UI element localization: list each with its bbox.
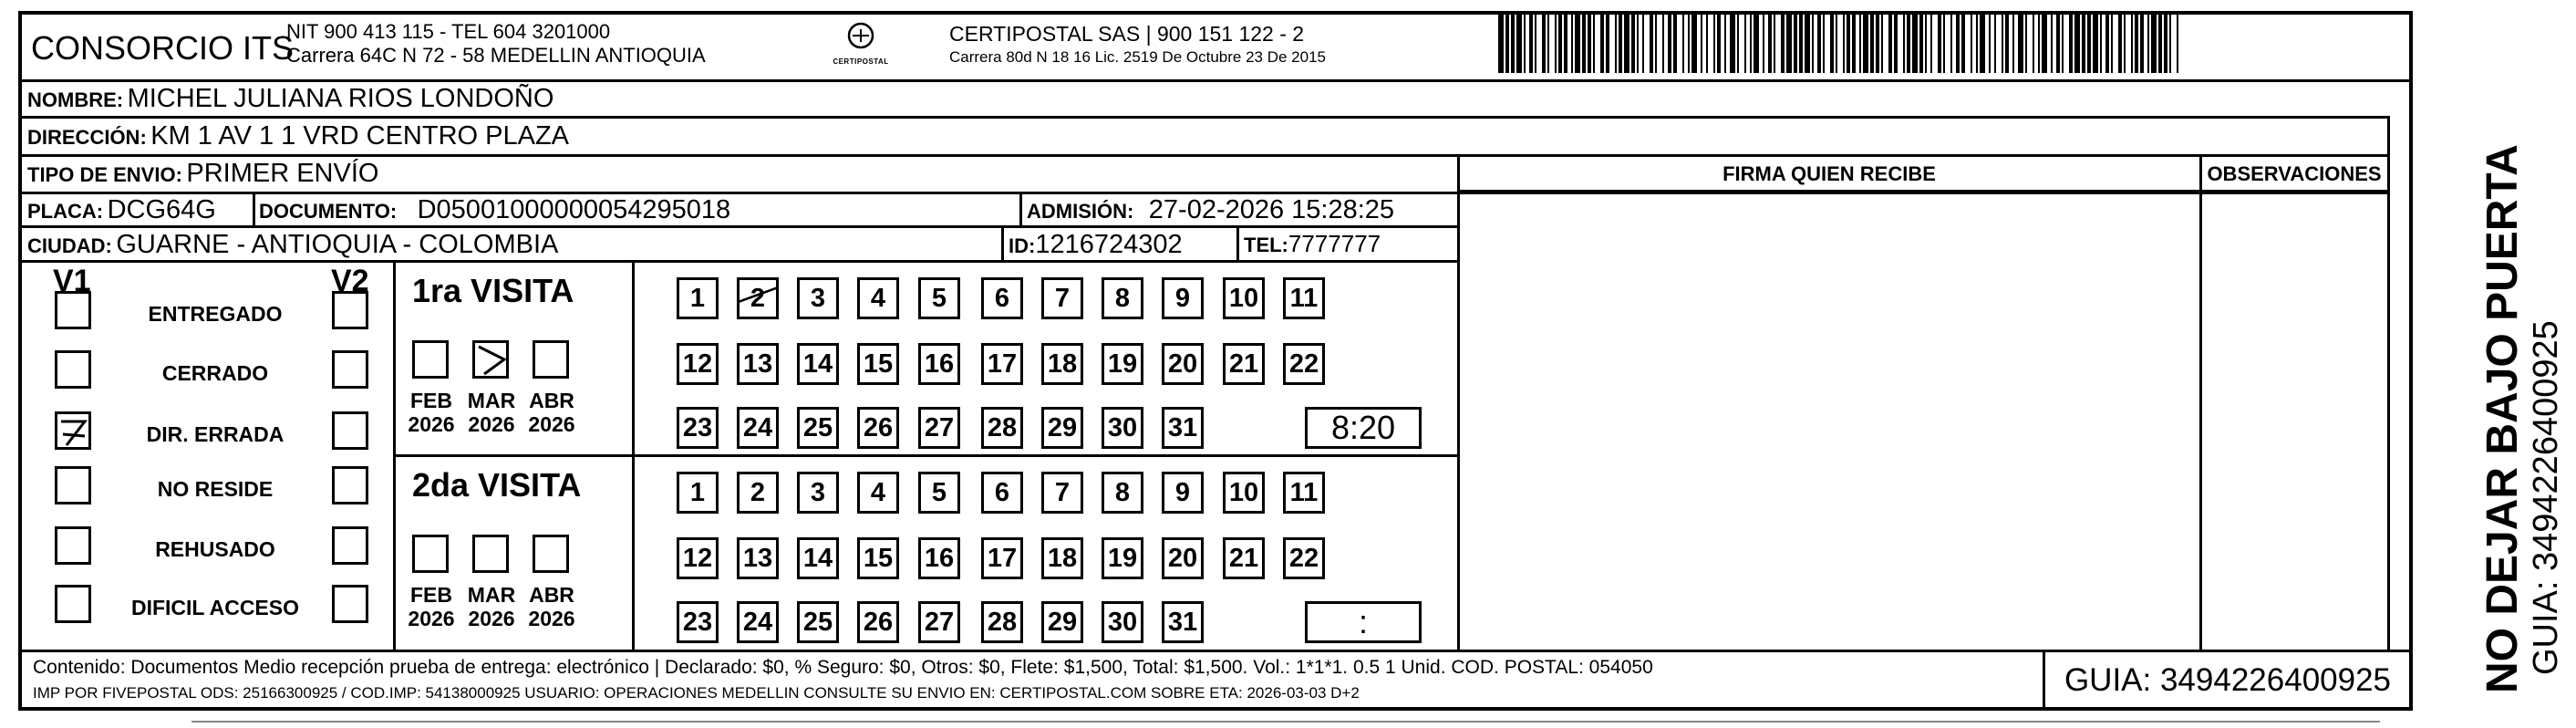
barcode-bar (1593, 13, 1595, 73)
barcode-bar (1907, 13, 1910, 73)
year-label: 2026 (528, 607, 575, 630)
month-checkbox[interactable] (472, 535, 509, 573)
year-label: 2026 (528, 412, 575, 436)
barcode-bar (1971, 13, 1972, 73)
day-box[interactable]: 30 (1102, 601, 1143, 643)
barcode-bar (1713, 13, 1715, 73)
tipo-label: TIPO DE ENVIO: (27, 163, 182, 186)
tipo-row (27, 159, 378, 189)
barcode-bar (2169, 13, 2171, 73)
time-box[interactable]: 8:20 (1305, 407, 1422, 449)
day-box[interactable]: 27 (918, 407, 960, 449)
barcode-bar (1870, 13, 1874, 73)
barcode-bar (1588, 13, 1591, 73)
v2-header: V2 (331, 264, 369, 298)
day-box[interactable]: 11 (1283, 472, 1325, 514)
day-box[interactable]: 1 (677, 472, 719, 514)
barcode-bar (1542, 13, 1546, 73)
barcode-bar (2164, 13, 2167, 73)
barcode-bar (1852, 13, 1856, 73)
day-box[interactable]: 18 (1041, 537, 1083, 579)
barcode-bar (1511, 13, 1515, 73)
tel-value: 7777777 (1288, 230, 1381, 257)
barcode-bar (2135, 13, 2138, 73)
logo-text: CERTIPOSTAL (833, 57, 889, 66)
visit-title: 1ra VISITA (412, 272, 574, 309)
company-nit-tel: NIT 900 413 115 - TEL 604 3201000 (286, 20, 611, 43)
month-label: FEB (410, 389, 452, 412)
barcode-bars (1498, 13, 2178, 73)
day-box[interactable]: 31 (1162, 407, 1204, 449)
barcode-bar (1668, 13, 1671, 73)
barcode-bar (1631, 13, 1635, 73)
barcode-bar (1673, 13, 1677, 73)
barcode (1498, 13, 2178, 73)
side-text (2478, 109, 2564, 693)
barcode-bar (1930, 13, 1932, 73)
v1-checkbox[interactable] (55, 585, 91, 623)
barcode-bar (1881, 13, 1883, 73)
barcode-bar (1980, 13, 1985, 73)
ciudad-value: GUARNE - ANTIOQUIA - COLOMBIA (116, 230, 559, 259)
barcode-bar (1768, 13, 1772, 73)
footer-guia: GUIA: 3494226400925 (2064, 662, 2392, 698)
day-box[interactable]: 17 (981, 343, 1023, 385)
status-label: ENTREGADO (148, 302, 283, 326)
documento-value: D05001000000054295018 (417, 195, 731, 224)
admision-value: 27-02-2026 15:28:25 (1148, 195, 1395, 224)
observaciones-header: OBSERVACIONES (2207, 162, 2382, 185)
company-name: CONSORCIO ITS (31, 29, 295, 67)
barcode-bar (2140, 13, 2144, 73)
day-box[interactable]: 21 (1223, 537, 1265, 579)
v2-checkbox[interactable] (332, 466, 368, 504)
barcode-bar (1876, 13, 1879, 73)
v1-checkbox[interactable] (55, 291, 91, 329)
barcode-bar (1912, 13, 1918, 73)
day-box[interactable]: 29 (1041, 601, 1083, 643)
barcode-bar (2131, 13, 2133, 73)
footer-contenido: Contenido: Documentos Medio recepción prueba de entrega: electrónico | Declarado: $0, % Seguro: $0, Otros: $0, Flete: $1,500, Total: $1,500. Vol.: 1*1*1. 0.5 1 Unid. COD. POSTAL: 054050 (33, 657, 1653, 678)
barcode-bar (2042, 13, 2047, 73)
day-box[interactable]: 25 (797, 407, 839, 449)
barcode-bar (1744, 13, 1746, 73)
barcode-bar (1558, 13, 1562, 73)
day-box[interactable]: 7 (1041, 472, 1083, 514)
year-label: 2026 (408, 607, 455, 630)
month-label: MAR (467, 583, 516, 607)
day-box[interactable]: 20 (1162, 343, 1204, 385)
day-box[interactable]: 4 (857, 472, 899, 514)
barcode-bar (1943, 13, 1945, 73)
month-checkbox[interactable] (472, 340, 509, 379)
day-box[interactable]: 23 (677, 601, 719, 643)
barcode-bar (1836, 13, 1837, 73)
status-label: NO RESIDE (157, 477, 274, 501)
barcode-bar (2158, 13, 2162, 73)
time-box[interactable]: : (1305, 601, 1422, 643)
barcode-bar (1706, 13, 1708, 73)
day-box[interactable]: 8 (1102, 472, 1143, 514)
day-box[interactable]: 3 (797, 472, 839, 514)
day-box[interactable]: 29 (1041, 407, 1083, 449)
barcode-bar (1682, 13, 1684, 73)
barcode-bar (1717, 13, 1721, 73)
day-box[interactable]: 2 (737, 472, 779, 514)
day-box[interactable]: 22 (1283, 537, 1325, 579)
status-label: REHUSADO (155, 537, 275, 561)
month-checkbox[interactable] (412, 340, 449, 379)
day-box[interactable]: 5 (918, 277, 960, 319)
day-box[interactable]: 24 (737, 407, 779, 449)
barcode-bar (1650, 13, 1653, 73)
barcode-bar (2118, 13, 2122, 73)
barcode-bar (1812, 13, 1814, 73)
barcode-bar (1888, 13, 1892, 73)
certipostal-license: Carrera 80d N 18 16 Lic. 2519 De Octubre 23 De 2015 (949, 48, 1326, 66)
day-box[interactable]: 13 (737, 343, 779, 385)
month-label: ABR (529, 583, 574, 607)
barcode-bar (1524, 13, 1526, 73)
barcode-bar (1750, 13, 1752, 73)
day-box[interactable]: 14 (797, 343, 839, 385)
day-box[interactable]: 24 (737, 601, 779, 643)
barcode-bar (1903, 13, 1905, 73)
barcode-bar (1919, 13, 1923, 73)
barcode-bar (1830, 13, 1834, 73)
v1-header: V1 (53, 264, 91, 298)
barcode-bar (2074, 13, 2080, 73)
barcode-bar (1894, 13, 1898, 73)
month-label: MAR (467, 389, 516, 412)
barcode-bar (1575, 13, 1580, 73)
day-box[interactable]: 17 (981, 537, 1023, 579)
tel-row (1244, 230, 1381, 258)
company-address: Carrera 64C N 72 - 58 MEDELLIN ANTIOQUIA (286, 44, 706, 67)
barcode-bar (1529, 13, 1533, 73)
barcode-bar (1637, 13, 1639, 73)
day-box[interactable]: 23 (677, 407, 719, 449)
day-box[interactable]: 28 (981, 601, 1023, 643)
year-label: 2026 (468, 607, 515, 630)
day-box[interactable]: 16 (918, 343, 960, 385)
barcode-bar (1564, 13, 1567, 73)
barcode-bar (1950, 13, 1952, 73)
footer-info (33, 657, 2021, 704)
tipo-value: PRIMER ENVÍO (186, 159, 379, 188)
day-box[interactable]: 6 (981, 472, 1023, 514)
barcode-bar (2082, 13, 2085, 73)
day-box[interactable]: 2 (737, 277, 779, 319)
day-box[interactable]: 26 (857, 407, 899, 449)
v2-checkbox[interactable] (332, 526, 368, 565)
day-box[interactable]: 27 (918, 601, 960, 643)
barcode-bar (1794, 13, 1797, 73)
barcode-bar (1571, 13, 1573, 73)
v1-checkbox[interactable] (55, 526, 91, 565)
barcode-bar (1817, 13, 1821, 73)
day-box[interactable]: 14 (797, 537, 839, 579)
barcode-bar (1823, 13, 1825, 73)
placa-value: DCG64G (107, 195, 216, 224)
barcode-bar (2124, 13, 2126, 73)
barcode-bar (1843, 13, 1845, 73)
direccion-label: DIRECCIÓN: (27, 126, 147, 149)
barcode-bar (1724, 13, 1726, 73)
barcode-bar (2111, 13, 2113, 73)
day-box[interactable]: 13 (737, 537, 779, 579)
barcode-bar (1786, 13, 1792, 73)
barcode-bar (1535, 13, 1536, 73)
barcode-bar (1688, 13, 1690, 73)
ciudad-row (27, 230, 558, 260)
nombre-row (27, 84, 553, 114)
day-box[interactable]: 31 (1162, 601, 1204, 643)
side-guia: GUIA: 3494226400925 (2527, 320, 2565, 675)
barcode-bar (1799, 13, 1803, 73)
firma-header: FIRMA QUIEN RECIBE (1723, 162, 1936, 185)
barcode-bar (2087, 13, 2091, 73)
barcode-bar (2012, 13, 2014, 73)
admision-row (1027, 195, 1394, 225)
barcode-bar (1781, 13, 1785, 73)
barcode-bar (1730, 13, 1735, 73)
id-label: ID: (1009, 234, 1036, 257)
barcode-bar (2105, 13, 2109, 73)
month-label: FEB (410, 583, 452, 607)
barcode-bar (1737, 13, 1739, 73)
day-box[interactable]: 8 (1102, 277, 1143, 319)
barcode-bar (1754, 13, 1759, 73)
day-box[interactable]: 22 (1283, 343, 1325, 385)
day-box[interactable]: 21 (1223, 343, 1265, 385)
barcode-bar (1938, 13, 1941, 73)
month-checkbox[interactable] (533, 535, 569, 573)
observaciones-area[interactable] (2202, 192, 2387, 651)
barcode-bar (2025, 13, 2027, 73)
day-box[interactable]: 28 (981, 407, 1023, 449)
barcode-bar (1989, 13, 1991, 73)
barcode-bar (1655, 13, 1657, 73)
day-box[interactable]: 15 (857, 343, 899, 385)
barcode-bar (2038, 13, 2040, 73)
barcode-bar (1976, 13, 1978, 73)
day-box[interactable]: 9 (1162, 277, 1204, 319)
v1-checkbox[interactable] (55, 466, 91, 504)
side-warning: NO DEJAR BAJO PUERTA (2478, 144, 2527, 693)
month-checkbox[interactable] (412, 535, 449, 573)
barcode-bar (2069, 13, 2073, 73)
barcode-bar (1994, 13, 1996, 73)
barcode-bar (1662, 13, 1664, 73)
day-box[interactable]: 7 (1041, 277, 1083, 319)
barcode-bar (1619, 13, 1622, 73)
certipostal-logo (832, 22, 890, 66)
nombre-label: NOMBRE: (27, 88, 124, 111)
ciudad-label: CIUDAD: (27, 234, 112, 257)
barcode-bar (1642, 13, 1644, 73)
barcode-bar (2005, 13, 2009, 73)
day-box[interactable]: 5 (918, 472, 960, 514)
firma-area[interactable] (1460, 192, 2199, 651)
year-label: 2026 (408, 412, 455, 436)
day-box[interactable]: 19 (1102, 343, 1143, 385)
barcode-bar (2147, 13, 2149, 73)
barcode-bar (1624, 13, 1629, 73)
month-checkbox[interactable] (533, 340, 569, 379)
day-box[interactable]: 12 (677, 537, 719, 579)
barcode-bar (2100, 13, 2102, 73)
day-box[interactable]: 19 (1102, 537, 1143, 579)
certipostal-info (949, 22, 1326, 67)
barcode-bar (2002, 13, 2003, 73)
day-box[interactable]: 10 (1223, 277, 1265, 319)
documento-row (259, 195, 730, 225)
certipostal-logo-icon (843, 22, 879, 53)
placa-label: PLACA: (27, 200, 104, 223)
day-box[interactable]: 26 (857, 601, 899, 643)
day-box[interactable]: 16 (918, 537, 960, 579)
barcode-bar (2051, 13, 2053, 73)
barcode-bar (2033, 13, 2034, 73)
barcode-bar (1763, 13, 1764, 73)
direccion-row (27, 121, 569, 151)
barcode-bar (1555, 13, 1557, 73)
v1-checkbox[interactable] (55, 350, 91, 389)
barcode-bar (2018, 13, 2023, 73)
placa-row (27, 195, 216, 225)
barcode-bar (1516, 13, 1522, 73)
barcode-bar (1805, 13, 1810, 73)
barcode-bar (1847, 13, 1850, 73)
barcode-bar (1925, 13, 1927, 73)
barcode-bar (2177, 13, 2178, 73)
day-box[interactable]: 30 (1102, 407, 1143, 449)
day-box[interactable]: 11 (1283, 277, 1325, 319)
barcode-bar (1600, 13, 1604, 73)
status-label: DIFICIL ACCESO (130, 596, 299, 619)
barcode-bar (1505, 13, 1509, 73)
v2-checkbox[interactable] (332, 585, 368, 623)
day-box[interactable]: 25 (797, 601, 839, 643)
barcode-bar (2151, 13, 2157, 73)
footer-impresion: IMP POR FIVEPOSTAL ODS: 25166300925 / COD.IMP: 54138000925 USUARIO: OPERACIONES MEDELLIN CONSULTE SU ENVIO EN: CERTIPOSTAL.COM SOBRE ETA: 2026-03-03 D+2 (33, 684, 1360, 702)
barcode-bar (1774, 13, 1775, 73)
tel-label: TEL: (1244, 234, 1288, 256)
nombre-value: MICHEL JULIANA RIOS LONDOÑO (127, 84, 554, 113)
check-mark-icon (57, 414, 94, 451)
day-box[interactable]: 4 (857, 277, 899, 319)
year-label: 2026 (468, 412, 515, 436)
barcode-bar (1863, 13, 1868, 73)
id-row (1009, 230, 1183, 260)
barcode-bar (1606, 13, 1609, 73)
month-label: ABR (529, 389, 574, 412)
id-value: 1216724302 (1035, 230, 1183, 259)
day-box[interactable]: 6 (981, 277, 1023, 319)
check-mark-icon (475, 343, 512, 380)
day-box[interactable]: 1 (677, 277, 719, 319)
day-box[interactable]: 20 (1162, 537, 1204, 579)
v2-checkbox[interactable] (332, 350, 368, 389)
barcode-bar (2093, 13, 2098, 73)
v2-checkbox[interactable] (332, 291, 368, 329)
day-box[interactable]: 9 (1162, 472, 1204, 514)
status-label: CERRADO (161, 361, 269, 385)
direccion-value: KM 1 AV 1 1 VRD CENTRO PLAZA (150, 121, 569, 151)
day-box[interactable]: 3 (797, 277, 839, 319)
barcode-bar (1498, 13, 1504, 73)
documento-label: DOCUMENTO: (259, 200, 398, 223)
day-box[interactable]: 10 (1223, 472, 1265, 514)
barcode-bar (1615, 13, 1617, 73)
barcode-bar (1956, 13, 1960, 73)
barcode-bar (1961, 13, 1965, 73)
day-box[interactable]: 18 (1041, 343, 1083, 385)
day-box[interactable]: 15 (857, 537, 899, 579)
certipostal-nit: CERTIPOSTAL SAS | 900 151 122 - 2 (949, 22, 1305, 46)
barcode-bar (2056, 13, 2060, 73)
barcode-bar (1582, 13, 1586, 73)
barcode-bar (1691, 13, 1697, 73)
barcode-bar (1547, 13, 1549, 73)
v2-checkbox[interactable] (332, 411, 368, 450)
barcode-bar (1701, 13, 1702, 73)
visit-title: 2da VISITA (412, 466, 582, 504)
company-info (286, 20, 706, 68)
v1-checkbox[interactable] (55, 411, 91, 450)
barcode-bar (1859, 13, 1861, 73)
barcode-bar (2062, 13, 2064, 73)
admision-label: ADMISIÓN: (1027, 200, 1134, 223)
status-label: DIR. ERRADA (146, 422, 284, 446)
day-box[interactable]: 12 (677, 343, 719, 385)
